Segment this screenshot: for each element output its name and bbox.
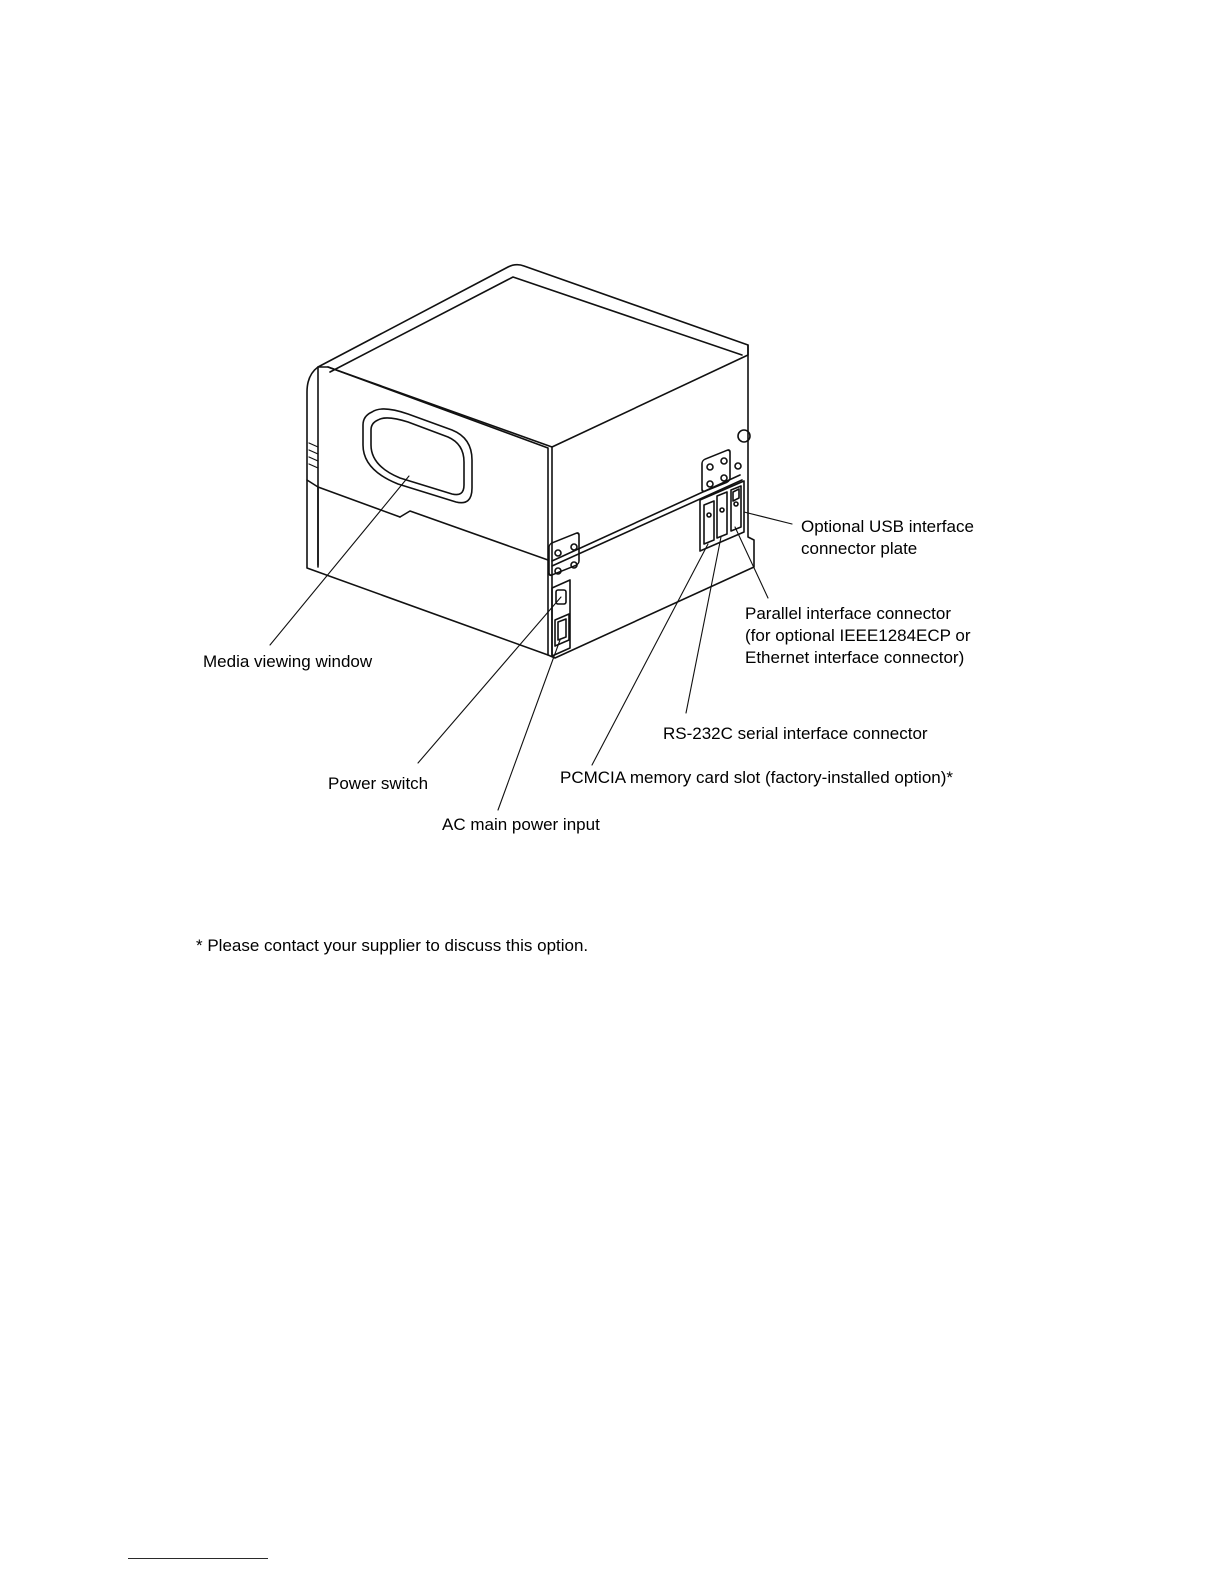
optional-usb-label — [801, 516, 974, 560]
parallel-interface-label-line-1: Parallel interface connector — [745, 604, 952, 623]
pcmcia-label: PCMCIA memory card slot (factory-installed option)* — [560, 768, 954, 787]
left-hinge — [549, 532, 579, 576]
leader-power-switch — [418, 597, 561, 763]
media-viewing-window-shape — [363, 409, 472, 503]
leader-parallel — [735, 527, 768, 598]
power-switch-label: Power switch — [328, 774, 429, 793]
right-hinge — [702, 430, 750, 492]
leader-rs232c — [686, 537, 721, 713]
optional-usb-label-line-2: connector plate — [801, 539, 918, 558]
media-viewing-window-label: Media viewing window — [203, 652, 373, 671]
parallel-interface-label — [745, 603, 971, 669]
rs232c-label: RS-232C serial interface connector — [663, 724, 928, 743]
bottom-rule — [128, 1558, 268, 1559]
leader-media-window — [270, 476, 409, 645]
optional-usb-label-line-1: Optional USB interface — [801, 517, 974, 536]
front-vent-lines — [309, 443, 318, 468]
leader-ac-power — [498, 640, 560, 810]
interface-connector-panel — [700, 481, 744, 551]
footnote: * Please contact your supplier to discuss this option. — [196, 936, 589, 955]
ac-main-power-label: AC main power input — [442, 815, 600, 834]
printer-body-outline — [307, 265, 754, 658]
leader-usb — [744, 512, 792, 524]
parallel-interface-label-line-2: (for optional IEEE1284ECP or — [745, 626, 971, 645]
parallel-interface-label-line-3: Ethernet interface connector) — [745, 648, 965, 667]
power-switch-and-ac-inlet — [552, 580, 570, 656]
